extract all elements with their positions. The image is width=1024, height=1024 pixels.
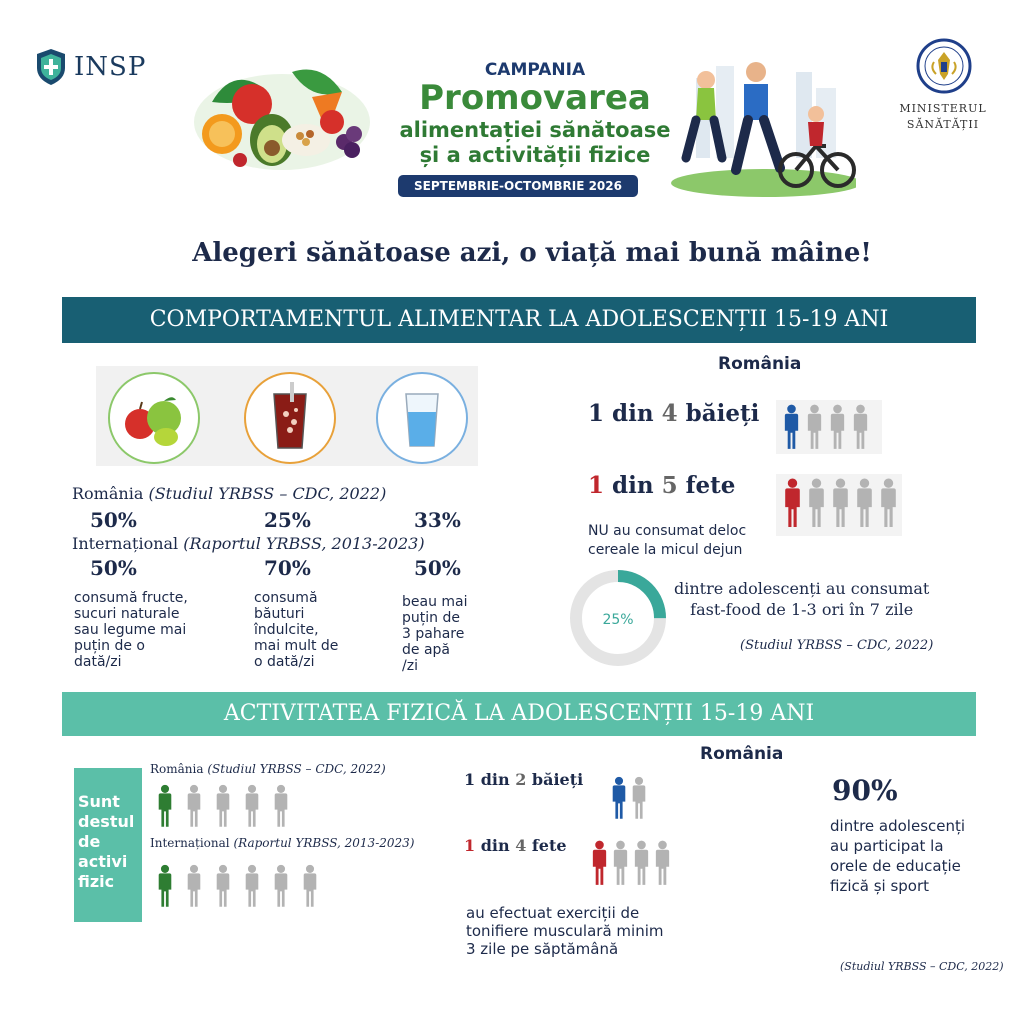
desc-line: îndulcite,	[254, 622, 319, 638]
desc-line: beau mai	[402, 594, 468, 610]
person-icon	[630, 776, 648, 824]
person-icon	[301, 864, 319, 912]
soda-icon	[244, 372, 336, 464]
insp-logo	[36, 48, 156, 88]
person-icon	[243, 864, 261, 912]
ratio-number-highlight: 1	[588, 472, 605, 499]
person-icon	[878, 478, 899, 532]
water-international-pct: 50%	[414, 556, 461, 580]
international-source: (Raportul YRBSS, 2013-2023)	[183, 534, 425, 553]
desc-line: puțin de o	[74, 638, 145, 654]
desc-line: tonifiere musculară minim	[466, 922, 664, 940]
activity-boys-people	[604, 772, 654, 822]
girls-breakfast-ratio	[588, 472, 735, 499]
nutrition-international-source	[72, 534, 492, 553]
person-icon	[272, 864, 290, 912]
fastfood-donut	[568, 568, 668, 668]
section-nutrition-title: COMPORTAMENTUL ALIMENTAR LA ADOLESCENȚII 15-19 ANI	[62, 297, 976, 343]
person-icon	[782, 404, 801, 454]
desc-line: dată/zi	[74, 654, 122, 670]
person-icon	[156, 784, 174, 832]
girls-muscle-ratio	[464, 836, 567, 855]
person-icon	[185, 864, 203, 912]
desc-line: 3 pahare	[402, 626, 465, 642]
desc-line: fast-food de 1-3 ori în 7 zile	[690, 600, 914, 619]
water-icon	[376, 372, 468, 464]
person-icon	[611, 840, 630, 890]
nutrition-country-label: România	[718, 354, 802, 374]
muscle-description	[466, 904, 663, 958]
fruit-description	[74, 590, 234, 670]
international-label: Internațional	[72, 534, 179, 553]
girls-people-row	[776, 474, 902, 536]
ratio-text: fete	[531, 836, 567, 855]
soda-romania-pct: 25%	[264, 508, 311, 532]
runners-illustration-icon	[656, 58, 856, 198]
active-box-line: fizic	[78, 872, 115, 891]
activity-source: (Studiul YRBSS – CDC, 2022)	[840, 960, 1004, 973]
fastfood-description	[674, 578, 929, 620]
desc-line: fizică și sport	[830, 877, 930, 895]
boys-muscle-ratio	[464, 770, 583, 789]
desc-line: au participat la	[830, 837, 944, 855]
ratio-text: băieți	[531, 770, 584, 789]
pe-percentage: 90%	[832, 774, 898, 807]
romania-label: România	[150, 762, 204, 776]
desc-line: puțin de	[402, 610, 460, 626]
ratio-number-highlight: 1	[464, 836, 476, 855]
ratio-number: 5	[661, 472, 678, 499]
person-icon	[805, 404, 824, 454]
person-icon	[243, 784, 261, 832]
desc-line: o dată/zi	[254, 654, 315, 670]
desc-line: sucuri naturale	[74, 606, 180, 622]
desc-line: băuturi	[254, 606, 305, 622]
person-icon	[851, 404, 870, 454]
fruit-icon	[108, 372, 200, 464]
fruit-international-pct: 50%	[90, 556, 137, 580]
desc-line: /zi	[402, 658, 418, 674]
activity-romania-people	[150, 780, 310, 830]
soda-international-pct: 70%	[264, 556, 311, 580]
campaign-title: Promovarea	[419, 78, 651, 118]
section-activity-title: ACTIVITATEA FIZICĂ LA ADOLESCENȚII 15-19 ANI	[62, 692, 976, 736]
person-icon	[782, 478, 803, 532]
activity-girls-people	[584, 836, 674, 888]
slogan: Alegeri sănătoase azi, o viață mai bună mâine!	[192, 238, 872, 268]
water-romania-pct: 33%	[414, 508, 461, 532]
person-icon	[185, 784, 203, 832]
ratio-text: băieți	[685, 400, 760, 427]
person-icon	[610, 776, 628, 824]
campaign-banner	[186, 54, 856, 204]
ratio-text: din	[480, 836, 510, 855]
vegetables-illustration-icon	[192, 62, 372, 172]
desc-line: cereale la micul dejun	[588, 542, 743, 558]
person-icon	[806, 478, 827, 532]
ministry-name-line2: SĂNĂTĂȚII	[906, 118, 980, 131]
activity-international-source	[150, 836, 414, 850]
government-seal-icon	[916, 38, 972, 94]
person-icon	[830, 478, 851, 532]
pe-description	[830, 816, 965, 896]
ministry-logo	[888, 38, 998, 138]
soda-description	[254, 590, 374, 670]
desc-line: dintre adolescenți	[830, 817, 966, 835]
water-description	[402, 594, 492, 674]
international-source: (Raportul YRBSS, 2013-2023)	[233, 836, 415, 850]
insp-logo-text: INSP	[74, 52, 147, 82]
breakfast-description	[588, 522, 746, 560]
person-icon	[653, 840, 672, 890]
international-label: Internațional	[150, 836, 230, 850]
desc-line: consumă fructe,	[74, 590, 188, 606]
desc-line: NU au consumat deloc	[588, 523, 747, 539]
ratio-text: fete	[685, 472, 736, 499]
person-icon	[214, 864, 232, 912]
nutrition-right-source: (Studiul YRBSS – CDC, 2022)	[740, 638, 934, 653]
desc-line: sau legume mai	[74, 622, 187, 638]
boys-breakfast-ratio	[588, 400, 759, 427]
active-box-line: destul	[78, 812, 135, 831]
campaign-line3: și a activității fizice	[419, 143, 651, 167]
person-icon	[828, 404, 847, 454]
person-icon	[854, 478, 875, 532]
desc-line: orele de educație	[830, 857, 961, 875]
active-box-line: Sunt	[78, 792, 120, 811]
ministry-name-line1: MINISTERUL	[899, 102, 987, 115]
ratio-text: din	[612, 472, 654, 499]
ratio-number: 4	[661, 400, 678, 427]
person-icon	[590, 840, 609, 890]
romania-label: România	[72, 484, 144, 503]
campaign-label: CAMPANIA	[484, 60, 586, 80]
romania-source: (Studiul YRBSS – CDC, 2022)	[207, 762, 386, 776]
fruit-romania-pct: 50%	[90, 508, 137, 532]
desc-line: consumă	[254, 590, 318, 606]
ratio-number: 2	[515, 770, 527, 789]
person-icon	[272, 784, 290, 832]
active-box-line: de	[78, 832, 101, 851]
campaign-dates: SEPTEMBRIE-OCTOMBRIE 2026	[398, 175, 638, 197]
ratio-text: 1 din	[464, 770, 510, 789]
desc-line: de apă	[402, 642, 450, 658]
donut-label: 25%	[602, 612, 634, 628]
person-icon	[214, 784, 232, 832]
desc-line: 3 zile pe săptămână	[466, 940, 619, 958]
desc-line: dintre adolescenți au consumat	[674, 579, 930, 598]
desc-line: au efectuat exerciții de	[466, 904, 640, 922]
campaign-line2: alimentației sănătoase	[399, 118, 671, 142]
insp-shield-icon	[36, 48, 66, 86]
person-icon	[156, 864, 174, 912]
ratio-number: 4	[515, 836, 527, 855]
romania-source: (Studiul YRBSS – CDC, 2022)	[148, 484, 387, 503]
activity-romania-source	[150, 762, 386, 776]
boys-people-row	[776, 400, 882, 454]
active-box-line: activi	[78, 852, 128, 871]
activity-international-people	[150, 860, 340, 914]
active-box	[74, 768, 142, 922]
nutrition-romania-source	[72, 484, 492, 503]
person-icon	[632, 840, 651, 890]
activity-country-label: România	[700, 744, 784, 764]
ratio-text: 1 din	[588, 400, 654, 427]
desc-line: mai mult de	[254, 638, 339, 654]
